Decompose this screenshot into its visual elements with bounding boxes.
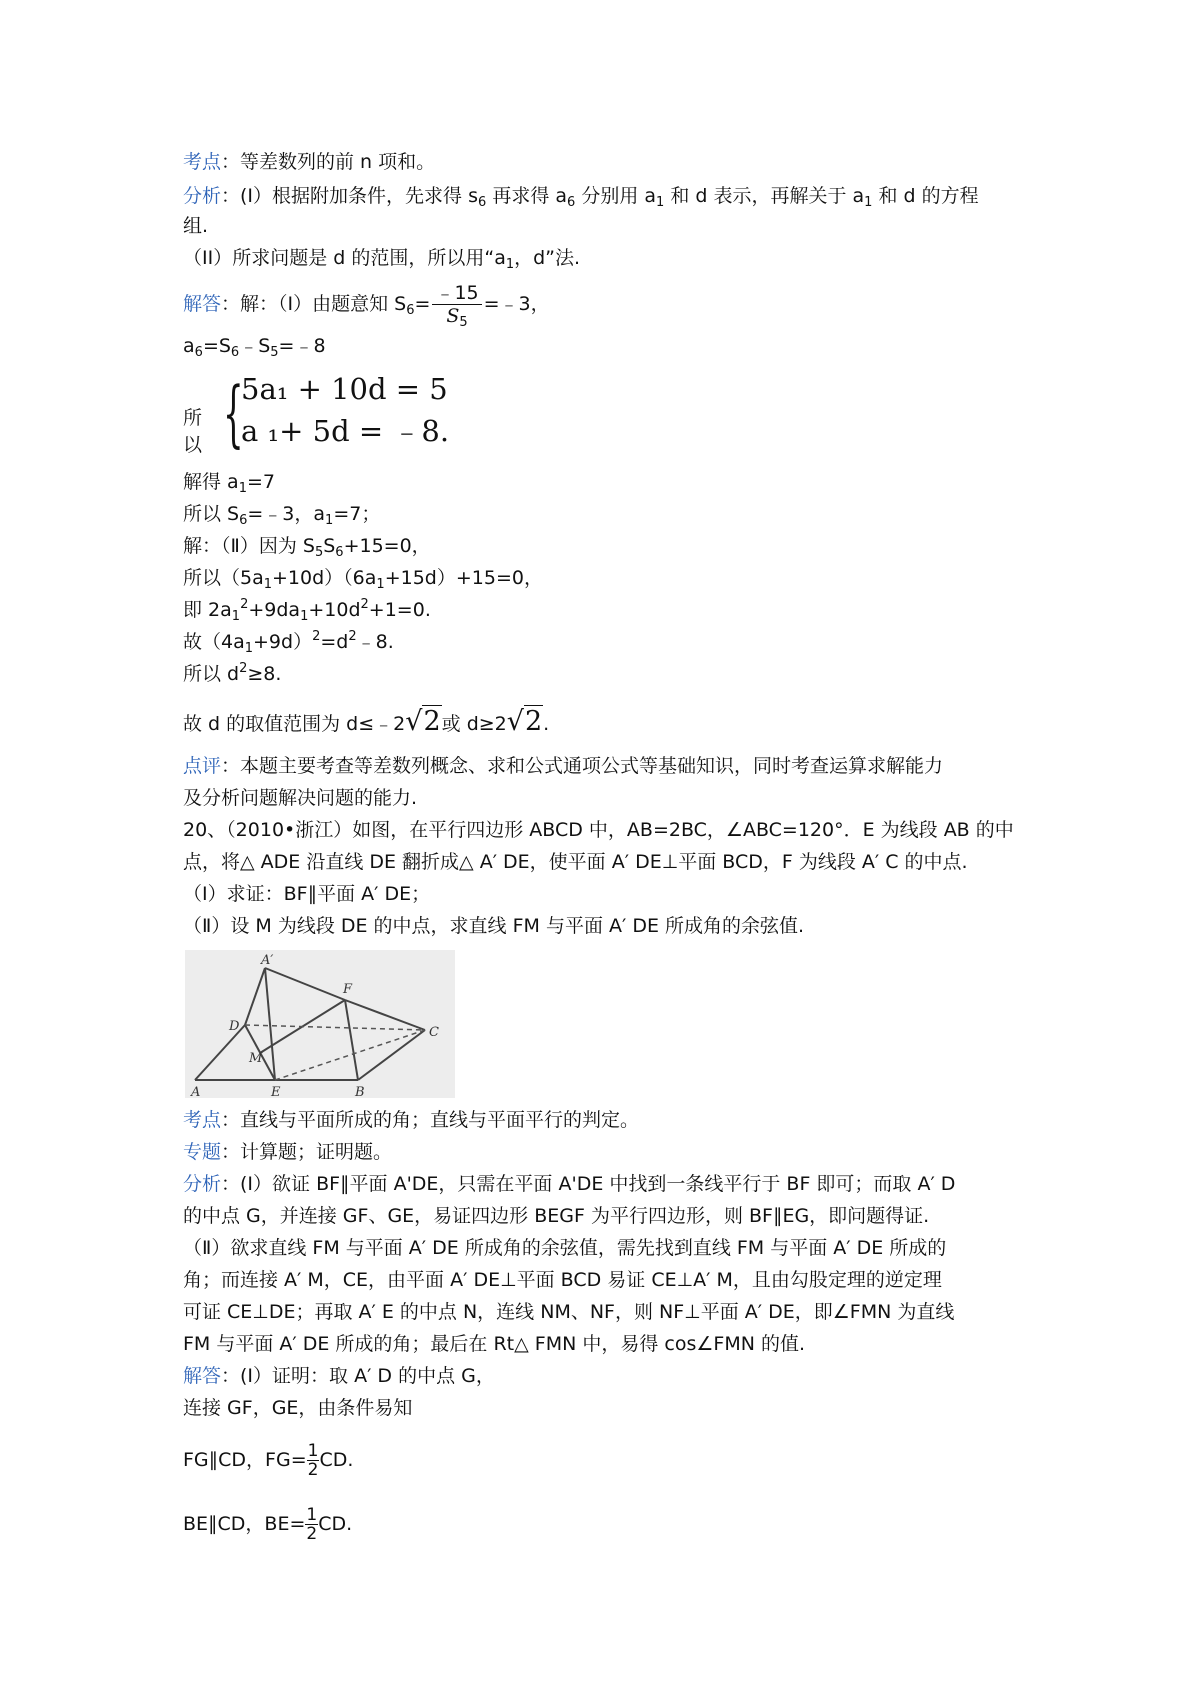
- label-D: D: [229, 1019, 240, 1034]
- half-fraction: $\frac{1}{2}$: [307, 1441, 319, 1480]
- fenxi2-label: 分析: [183, 1173, 222, 1195]
- suoyi3-line: 所以$(5a_1+10d)(6a_1+15d)+15=0$，: [183, 567, 543, 592]
- half-fraction: $\frac{1}{2}$: [306, 1505, 318, 1544]
- sqrt-symbol: √2: [506, 706, 543, 737]
- jieda-line-1: 解答：解：（Ⅰ）由题意知 $S_6=$ $\frac{﹣15}{S_5}$ =﹣3，: [183, 282, 550, 330]
- fenxi2-line-5: 可证 CE⊥DE；再取 A′ E 的中点 N，连线 NM、NF，则 NF⊥平面 A′ DE，即∠FMN 为直线: [183, 1301, 955, 1323]
- q20-line-1: 20、（2010•浙江）如图，在平行四边形 ABCD 中，AB=2BC，∠ABC=120°．E 为线段 AB 的中: [183, 819, 1014, 841]
- suoyi-prefix: 所以: [183, 407, 203, 456]
- jieda2-line-2: 连接 GF，GE，由条件易知: [183, 1397, 413, 1419]
- gu-line: 故$(4a_1+9d)^2=d^2﹣8$.: [183, 629, 394, 656]
- fenxi2-line-3: （Ⅱ）欲求直线 FM 与平面 A′ DE 所成角的余弦值，需先找到直线 FM 与平面 A′ DE 所成的: [183, 1237, 947, 1259]
- sqrt-symbol: √2: [405, 706, 441, 737]
- dianping-label: 点评: [183, 755, 222, 777]
- kaodian2-line: 考点：直线与平面所成的角；直线与平面平行的判定。: [183, 1109, 640, 1131]
- label-F: F: [343, 982, 353, 997]
- jieda2-line-1: 解答：(Ⅰ）证明：取 A′ D 的中点 G，: [183, 1365, 495, 1387]
- fenxi2-line-4: 角；而连接 A′ M，CE，由平面 A′ DE⊥平面 BCD 易证 CE⊥A′ M，且由勾股定理的逆定理: [183, 1269, 942, 1291]
- fenxi2-line-6: FM 与平面 A′ DE 所成的角；最后在 Rt△ FMN 中，易得 cos∠FMN 的值.: [183, 1333, 806, 1355]
- fenxi-line-3: （II）所求问题是 d 的范围，所以用“$a_1$，d”法.: [183, 247, 581, 272]
- fenxi-label: 分析: [183, 185, 222, 207]
- kaodian-line: 考点：等差数列的前 n 项和。: [183, 151, 436, 173]
- range-line: 故 d 的取值范围为 d≤﹣2√2或 d≥2√2.: [183, 706, 550, 737]
- ji-line: 即 $2a_1^2+9da_1+10d^2+1=0$.: [183, 597, 431, 624]
- jie2-line: 解：（Ⅱ）因为 $S_5S_6+15=0$，: [183, 535, 431, 560]
- dianping-line-2: 及分析问题解决问题的能力.: [183, 787, 418, 809]
- fraction: $\frac{﹣15}{S_5}$: [432, 282, 481, 327]
- q20-line-2: 点，将△ ADE 沿直线 DE 翻折成△ A′ DE，使平面 A′ DE⊥平面 BCD，F 为线段 A′ C 的中点.: [183, 851, 968, 873]
- zhuanti-label: 专题: [183, 1141, 222, 1163]
- label-C: C: [429, 1025, 439, 1040]
- label-A: A: [191, 1085, 201, 1098]
- fenxi2-line-1: 分析：(Ⅰ）欲证 BF∥平面 A'DE，只需在平面 A'DE 中找到一条线平行于 BF 即可；而取 A′ D: [183, 1173, 956, 1195]
- dianping-line-1: 点评：本题主要考查等差数列概念、求和公式通项公式等基础知识，同时考查运算求解能力: [183, 755, 944, 777]
- zhuanti-line: 专题：计算题；证明题。: [183, 1141, 393, 1163]
- fenxi2-line-2: 的中点 G，并连接 GF、GE，易证四边形 BEGF 为平行四边形，则 BF∥EG，即问题得证.: [183, 1205, 930, 1227]
- figure-background: [185, 950, 455, 1098]
- label-E: E: [271, 1085, 281, 1098]
- suoyi4-line: 所以 $d^2\ge 8$.: [183, 661, 282, 685]
- geometry-figure: [185, 950, 455, 1098]
- fg-line: FG∥CD，FG= $\frac{1}{2}$ CD.: [183, 1441, 354, 1480]
- kaodian2-label: 考点: [183, 1109, 222, 1131]
- jieda2-label: 解答: [183, 1365, 222, 1387]
- a6-line: $a_6=S_6﹣S_5=﹣8$: [183, 335, 326, 360]
- fenxi-line-1: 分析：(I）根据附加条件，先求得 $s_6$ 再求得 $a_6$ 分别用 $a_1$ 和 d 表示，再解关于 $a_1$ 和 d 的方程: [183, 185, 979, 210]
- equation-row-1: 5a₁ + 10d = 5: [241, 372, 448, 406]
- suoyi2-line: 所以 $S_6=﹣3$，$a_1=7$；: [183, 503, 381, 528]
- left-brace: {: [223, 371, 244, 455]
- fenxi-line-2: 组.: [183, 215, 209, 237]
- equation-row-2: a ₁+ 5d = ﹣8.: [241, 414, 450, 448]
- label-M: M: [249, 1051, 263, 1066]
- q20-line-4: （Ⅱ）设 M 为线段 DE 的中点，求直线 FM 与平面 A′ DE 所成角的余弦值.: [183, 915, 805, 937]
- jiede-line: 解得 $a_1=7$: [183, 471, 275, 496]
- kaodian-label: 考点: [183, 151, 222, 173]
- q20-line-3: （Ⅰ）求证：BF∥平面 A′ DE；: [183, 883, 431, 905]
- be-line: BE∥CD，BE= $\frac{1}{2}$ CD.: [183, 1505, 353, 1544]
- jieda-label: 解答: [183, 293, 222, 315]
- label-A1: A′: [261, 953, 274, 968]
- label-B: B: [355, 1085, 365, 1098]
